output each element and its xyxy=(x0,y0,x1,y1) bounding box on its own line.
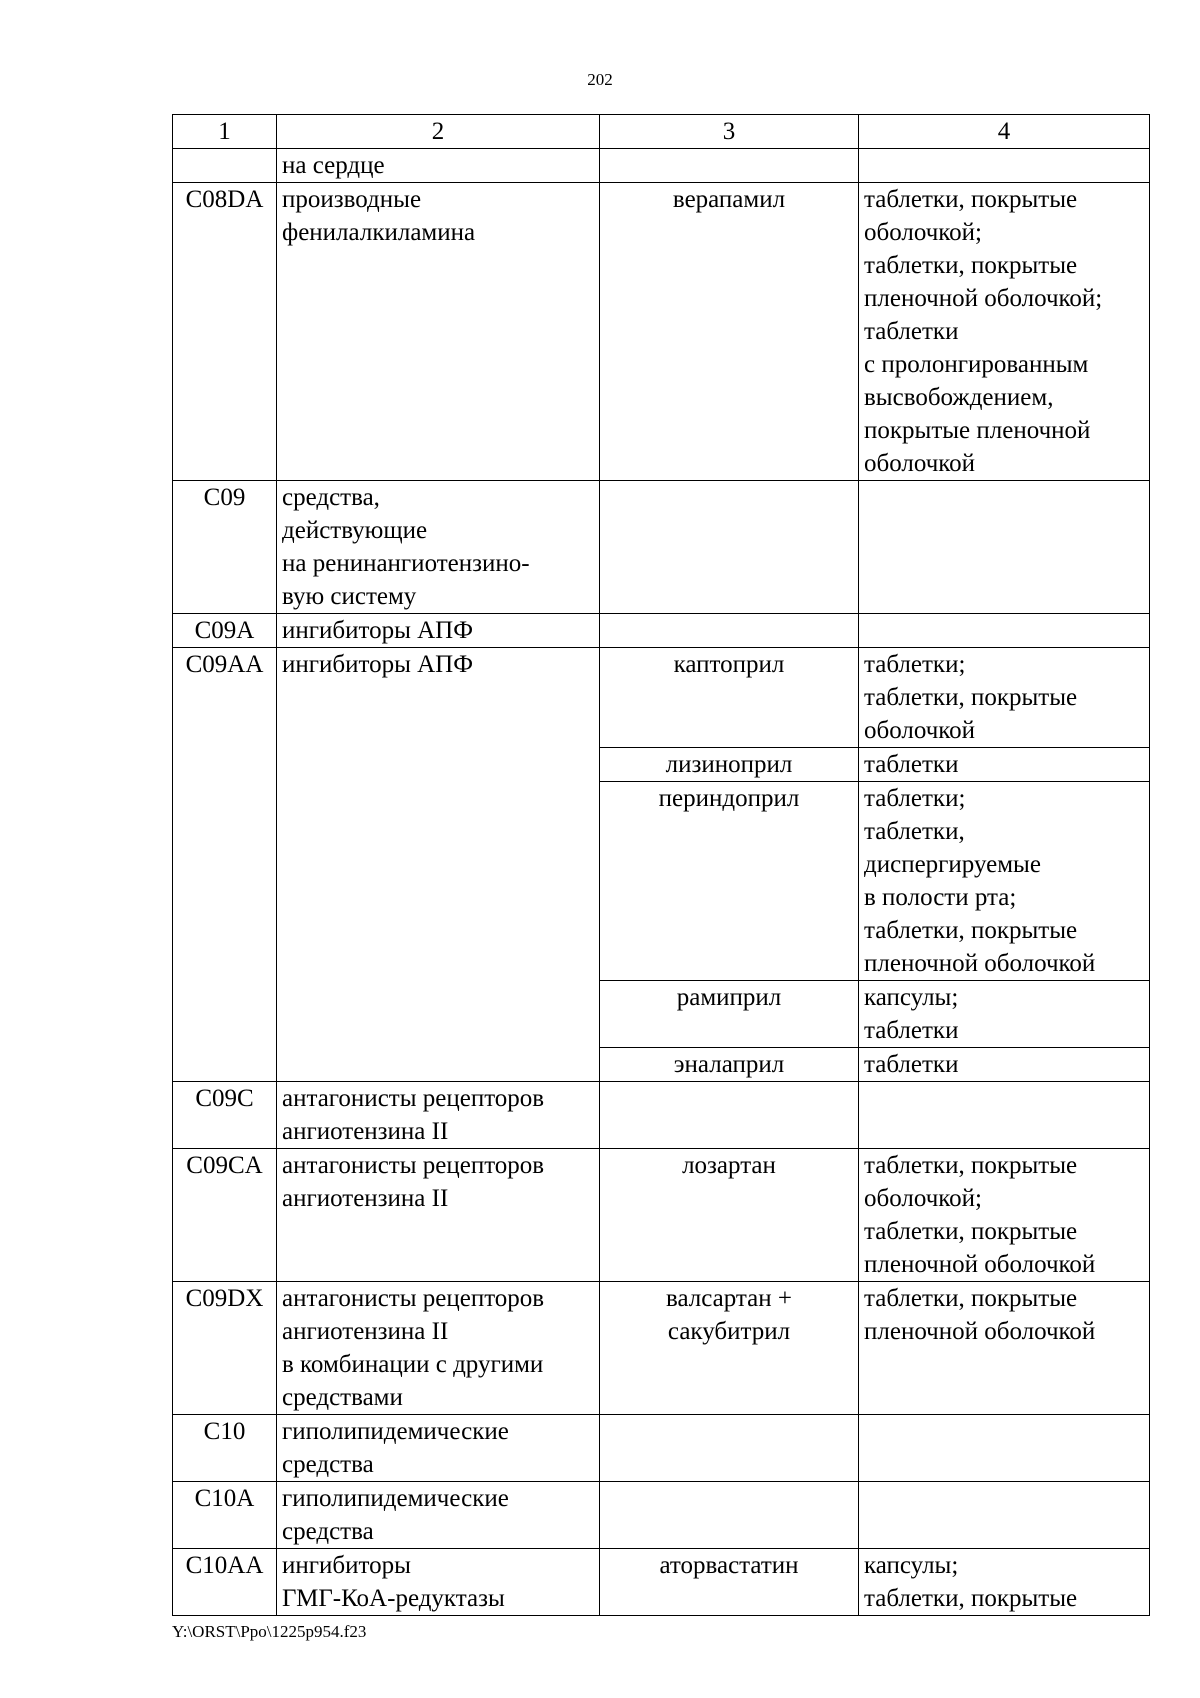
dosage-form-cell: таблетки, покрытые оболочкой; таблетки, покрытые пленочной оболочкой xyxy=(859,1149,1150,1282)
drug-name-cell: рамиприл xyxy=(600,981,859,1048)
drug-name-cell: верапамил xyxy=(600,183,859,481)
page-number: 202 xyxy=(587,70,613,89)
table-header-row xyxy=(173,115,1150,149)
atc-group-cell: на сердце xyxy=(277,149,600,183)
table-body xyxy=(173,115,1150,1616)
drug-name-cell: валсартан + сакубитрил xyxy=(600,1282,859,1415)
dosage-form-cell: таблетки, покрытые пленочной оболочкой xyxy=(859,1282,1150,1415)
drug-name-cell xyxy=(600,614,859,648)
dosage-form-cell: капсулы; таблетки, покрытые xyxy=(859,1549,1150,1616)
table-row xyxy=(173,1415,1150,1482)
dosage-form-cell: таблетки; таблетки, покрытые оболочкой xyxy=(859,648,1150,748)
atc-group-cell: антагонисты рецепторов ангиотензина II xyxy=(277,1149,600,1282)
dosage-form-cell xyxy=(859,1415,1150,1482)
atc-group-cell: ингибиторы АПФ xyxy=(277,648,600,1082)
table-row xyxy=(173,1549,1150,1616)
atc-code-cell: C09AA xyxy=(173,648,277,1082)
header-cell: 1 xyxy=(173,115,277,149)
atc-group-cell: средства, действующие на ренинангиотензино- вую систему xyxy=(277,481,600,614)
atc-group-cell: антагонисты рецепторов ангиотензина II в комбинации с другими средствами xyxy=(277,1282,600,1415)
dosage-form-cell xyxy=(859,614,1150,648)
table-row xyxy=(173,1482,1150,1549)
atc-group-cell: гиполипидемические средства xyxy=(277,1415,600,1482)
footer-file-path: Y:\ORST\Ppo\1225p954.f23 xyxy=(172,1622,367,1641)
header-cell: 4 xyxy=(859,115,1150,149)
drug-name-cell: лизиноприл xyxy=(600,748,859,782)
table-row xyxy=(173,648,1150,748)
atc-code-cell: C09A xyxy=(173,614,277,648)
atc-code-cell: C10AA xyxy=(173,1549,277,1616)
atc-code-cell: C09CA xyxy=(173,1149,277,1282)
header-cell: 3 xyxy=(600,115,859,149)
atc-code-cell: C10A xyxy=(173,1482,277,1549)
table-row xyxy=(173,481,1150,614)
atc-group-cell: ингибиторы ГМГ-КоА-редуктазы xyxy=(277,1549,600,1616)
drug-name-cell xyxy=(600,149,859,183)
drug-name-cell: эналаприл xyxy=(600,1048,859,1082)
dosage-form-cell xyxy=(859,1082,1150,1149)
dosage-form-cell: капсулы; таблетки xyxy=(859,981,1150,1048)
atc-group-cell: гиполипидемические средства xyxy=(277,1482,600,1549)
drug-name-cell xyxy=(600,1082,859,1149)
table-row xyxy=(173,149,1150,183)
table-row xyxy=(173,183,1150,481)
table-row xyxy=(173,1082,1150,1149)
dosage-form-cell xyxy=(859,149,1150,183)
drug-name-cell xyxy=(600,1482,859,1549)
table-row xyxy=(173,1282,1150,1415)
atc-group-cell: ингибиторы АПФ xyxy=(277,614,600,648)
dosage-form-cell xyxy=(859,1482,1150,1549)
dosage-form-cell: таблетки, покрытые оболочкой; таблетки, покрытые пленочной оболочкой; таблетки с пролонгированным высвобождением, покрытые пленочной оболочкой xyxy=(859,183,1150,481)
header-cell: 2 xyxy=(277,115,600,149)
drug-name-cell: аторвастатин xyxy=(600,1549,859,1616)
dosage-form-cell: таблетки xyxy=(859,748,1150,782)
drug-name-cell xyxy=(600,481,859,614)
table-row xyxy=(173,614,1150,648)
atc-group-cell: производные фенилалкиламина xyxy=(277,183,600,481)
atc-code-cell: C08DA xyxy=(173,183,277,481)
atc-code-cell: C10 xyxy=(173,1415,277,1482)
atc-code-cell: C09 xyxy=(173,481,277,614)
atc-group-cell: антагонисты рецепторов ангиотензина II xyxy=(277,1082,600,1149)
drug-name-cell xyxy=(600,1415,859,1482)
atc-code-cell xyxy=(173,149,277,183)
drug-name-cell: периндоприл xyxy=(600,782,859,981)
atc-code-cell: C09DX xyxy=(173,1282,277,1415)
drug-name-cell: каптоприл xyxy=(600,648,859,748)
atc-code-cell: C09C xyxy=(173,1082,277,1149)
drug-name-cell: лозартан xyxy=(600,1149,859,1282)
dosage-form-cell: таблетки; таблетки, диспергируемые в полости рта; таблетки, покрытые пленочной оболочкой xyxy=(859,782,1150,981)
table-row xyxy=(173,1149,1150,1282)
dosage-form-cell xyxy=(859,481,1150,614)
dosage-form-cell: таблетки xyxy=(859,1048,1150,1082)
drug-table xyxy=(172,114,1150,1616)
